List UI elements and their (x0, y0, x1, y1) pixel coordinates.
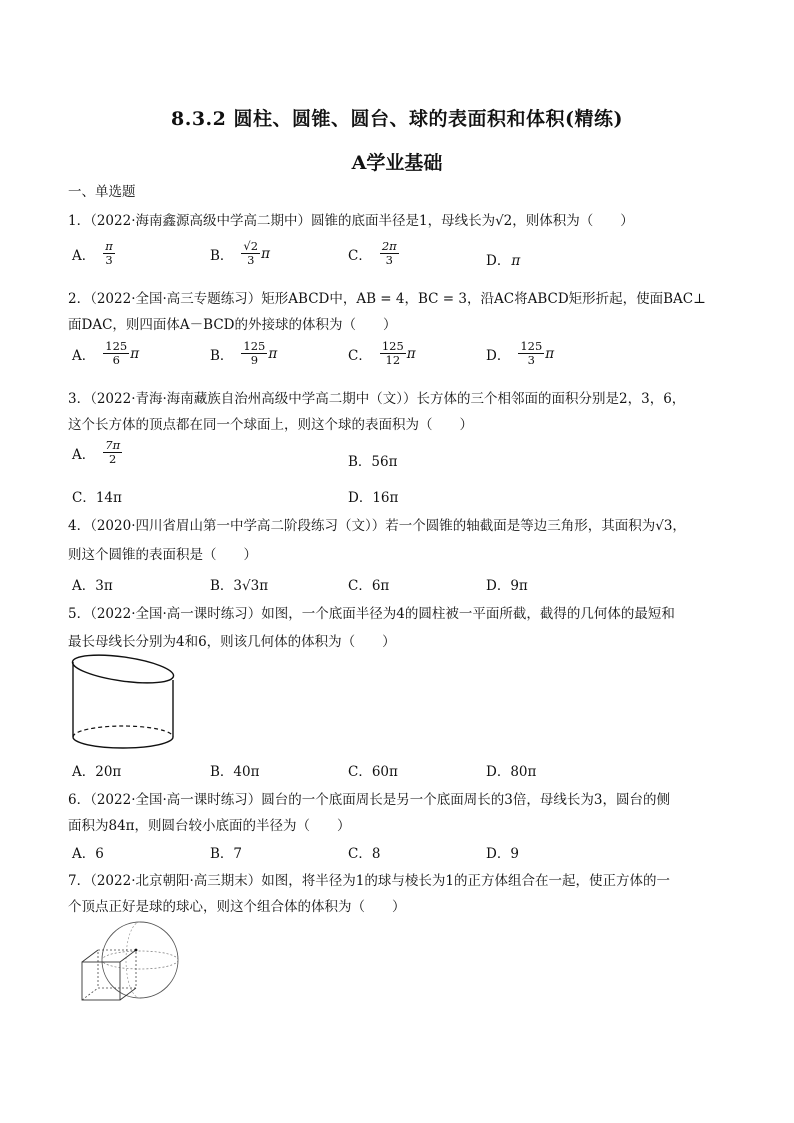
option-label: A． (72, 846, 96, 862)
option-value: 6 (95, 846, 104, 862)
option-value: 80π (510, 764, 537, 780)
fraction: $\frac{125}{6}$ (105, 339, 128, 368)
q6-option-c[interactable] (348, 842, 380, 862)
option-value: 8 (371, 846, 381, 862)
question-3-text-line2: 这个长方体的顶点都在同一个球面上，则这个球的表面积为（ ） (68, 417, 473, 433)
q5-option-c[interactable] (348, 760, 398, 780)
option-label: A． (72, 764, 96, 780)
q4-option-b[interactable] (210, 574, 268, 594)
question-3-text-line1: 3．（2022·青海·海南藏族自治州高级中学高二期中（文））长方体的三个相邻面的面积分别是2，3，6， (68, 391, 686, 407)
option-label: A． (72, 578, 96, 594)
q1-option-b[interactable]: B． $\frac{√2}{3}$ π (210, 239, 270, 268)
option-label: A． (72, 247, 96, 264)
fraction: $\frac{125}{12}$ (381, 339, 404, 368)
question-5-text-line2: 最长母线长分别为4和6，则该几何体的体积为（ ） (68, 634, 396, 650)
q6-option-b[interactable] (210, 842, 242, 862)
q3-option-b[interactable] (348, 450, 397, 470)
question-1-text: 1．（2022·海南鑫源高级中学高二期中）圆锥的底面半径是1，母线长为√2，则体积为（ ） (68, 213, 634, 229)
option-label: D． (486, 764, 511, 780)
question-6-text-line2: 面积为84π，则圆台较小底面的半径为（ ） (68, 818, 351, 834)
truncated-cylinder-figure (68, 652, 180, 752)
question-4-text-line1: 4．（2020·四川省眉山第一中学高二阶段练习（文））若一个圆锥的轴截面是等边三角形，其面积为√3， (68, 518, 686, 534)
fraction: $\frac{√2}{3}$ (243, 239, 259, 268)
option-label: B． (210, 347, 234, 364)
option-label: D． (486, 347, 511, 364)
option-value: 9π (510, 578, 528, 594)
q6-option-a[interactable] (72, 842, 104, 862)
q5-option-b[interactable] (210, 760, 259, 780)
q1-option-c[interactable] (348, 240, 399, 267)
option-label: B． (210, 247, 234, 264)
option-value: 9 (510, 846, 519, 862)
question-2-text-line2: 面DAC，则四面体A－BCD的外接球的体积为（ ） (68, 317, 397, 333)
option-value: 6π (371, 578, 390, 594)
option-value: 20π (95, 764, 122, 780)
option-label: A． (72, 446, 96, 463)
option-label: C． (72, 490, 96, 506)
section-subtitle: A学业基础 (351, 152, 443, 174)
q6-option-d[interactable] (486, 842, 519, 862)
question-5-text-line1: 5．（2022·全国·高一课时练习）如图，一个底面半径为4的圆柱被一平面所截，截得的几何体的最短和 (68, 606, 675, 622)
option-value: 60π (371, 764, 398, 780)
q1-option-d[interactable] (486, 249, 520, 269)
q4-option-a[interactable] (72, 574, 113, 594)
q1-option-a[interactable] (72, 240, 115, 267)
q3-option-c[interactable] (72, 486, 122, 506)
fraction: $\frac{125}{3}$ (520, 339, 543, 368)
option-label: C． (348, 578, 372, 594)
fraction: $\frac{2\pi}{3}$ (381, 239, 397, 268)
page-title: 8.3.2 圆柱、圆锥、圆台、球的表面积和体积(精练) (171, 108, 623, 130)
q3-option-a[interactable] (72, 439, 122, 466)
option-label: D． (348, 490, 373, 506)
sphere-cube-figure (76, 920, 186, 1008)
option-label: B． (210, 846, 234, 862)
q2-option-b[interactable]: B． $\frac{125}{9}$ π (210, 339, 278, 368)
question-6-text-line1: 6．（2022·全国·高一课时练习）圆台的一个底面周长是另一个底面周长的3倍，母线长为3，圆台的侧 (68, 792, 670, 808)
question-2-text-line1: 2．（2022·全国·高三专题练习）矩形ABCD中，AB = 4，BC = 3，沿AC将ABCD矩形折起，使面BAC⊥ (68, 291, 706, 307)
option-label: B． (210, 764, 234, 780)
option-label: D． (486, 846, 511, 862)
q5-option-a[interactable] (72, 760, 121, 780)
option-label: C． (348, 764, 372, 780)
fraction: $\frac{125}{9}$ (243, 339, 266, 368)
fraction: $\frac{7\pi}{2}$ (105, 438, 121, 467)
option-value: 3π (95, 578, 113, 594)
fraction: $\frac{\pi}{3}$ (105, 239, 113, 268)
option-label: C． (348, 247, 372, 264)
section-heading: 一、单选题 (68, 184, 136, 200)
option-value: 3√3π (233, 578, 269, 594)
option-label: A． (72, 347, 96, 364)
option-label: B． (210, 578, 234, 594)
question-7-text-line2: 个顶点正好是球的球心，则这个组合体的体积为（ ） (68, 899, 406, 915)
option-label: C． (348, 347, 372, 364)
question-7-text-line1: 7．（2022·北京朝阳·高三期末）如图，将半径为1的球与棱长为1的正方体组合在一起，使正方体的一 (68, 873, 670, 889)
option-value: 56π (371, 454, 398, 470)
q4-option-d[interactable] (486, 574, 528, 594)
q2-option-a[interactable]: A． $\frac{125}{6}$ π (72, 339, 140, 368)
q2-option-d[interactable]: D． $\frac{125}{3}$ π (486, 339, 555, 368)
option-value: 16π (372, 490, 399, 506)
option-value: π (511, 253, 521, 269)
option-label: C． (348, 846, 372, 862)
q5-option-d[interactable] (486, 760, 536, 780)
option-label: B． (348, 454, 372, 470)
q2-option-c[interactable]: C． $\frac{125}{12}$ π (348, 339, 416, 368)
question-4-text-line2: 则这个圆锥的表面积是（ ） (68, 547, 257, 563)
option-label: D． (486, 253, 511, 269)
option-value: 40π (233, 764, 260, 780)
q3-option-d[interactable] (348, 486, 398, 506)
option-value: 7 (233, 846, 243, 862)
option-value: 14π (95, 490, 122, 506)
option-label: D． (486, 578, 511, 594)
q4-option-c[interactable] (348, 574, 389, 594)
